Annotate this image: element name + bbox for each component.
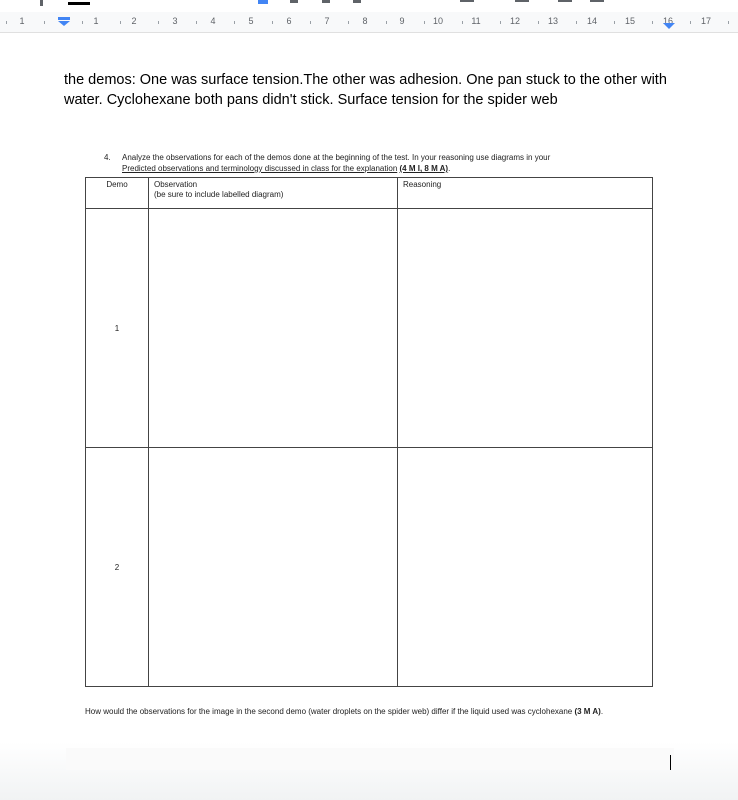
ruler-tick — [652, 21, 653, 24]
toolbar-icon[interactable] — [460, 0, 474, 2]
ruler-label: 4 — [210, 16, 216, 26]
ruler-tick — [120, 21, 121, 24]
question-number: 4. — [104, 153, 111, 162]
observation-cell[interactable] — [149, 209, 398, 448]
ruler-label: 3 — [172, 16, 178, 26]
table-row — [86, 448, 653, 687]
ruler-label: 9 — [399, 16, 405, 26]
reasoning-cell[interactable] — [398, 209, 653, 448]
ruler-label: 11 — [471, 16, 481, 26]
header-reasoning-label: Reasoning — [403, 180, 442, 189]
ruler-tick — [82, 21, 83, 24]
demo-number: 1 — [114, 323, 120, 333]
ruler-label: 12 — [509, 16, 521, 26]
ruler-label: 16 — [662, 16, 674, 26]
toolbar-icon[interactable] — [40, 0, 43, 6]
toolbar-icon[interactable] — [290, 0, 298, 3]
ruler-scale — [0, 12, 738, 32]
ruler-tick — [6, 21, 7, 24]
table-header-row — [86, 178, 653, 209]
text-cursor — [670, 755, 671, 770]
ruler-label: 8 — [362, 16, 368, 26]
toolbar-strip — [0, 0, 738, 8]
ruler-tick — [310, 21, 311, 24]
ruler-label: 14 — [586, 16, 598, 26]
ruler-label: 2 — [131, 16, 137, 26]
question-5-end: . — [600, 707, 604, 716]
header-observation-note: (be sure to include labelled diagram) — [154, 190, 284, 199]
ruler-tick — [348, 21, 349, 24]
ruler-label: 1 — [19, 16, 25, 26]
toolbar-icon[interactable] — [353, 0, 361, 3]
reasoning-cell[interactable] — [398, 448, 653, 687]
ruler-label: 6 — [286, 16, 292, 26]
header-reasoning[interactable] — [398, 178, 653, 209]
horizontal-ruler[interactable] — [0, 12, 738, 33]
ruler-tick — [690, 21, 691, 24]
question-5-marks: (3 M A) — [574, 707, 601, 716]
ruler-label: 5 — [248, 16, 254, 26]
ruler-tick — [576, 21, 577, 24]
toolbar-icon[interactable] — [558, 0, 572, 2]
document-paragraph[interactable]: the demos: One was surface tension.The other was adhesion. One pan stuck to the other with water. Cyclohexane both pans didn't stick. Surface tension for the spider web — [64, 72, 667, 108]
question-text-line-2: Predicted observations and terminology discussed in class for the explanation — [122, 164, 398, 173]
ruler-label: 1 — [93, 16, 99, 26]
ruler-tick — [538, 21, 539, 24]
left-indent-handle[interactable] — [58, 21, 70, 26]
ruler-tick — [424, 21, 425, 24]
left-indent-marker[interactable] — [58, 17, 70, 25]
question-text-line-1: Analyze the observations for each of the demos done at the beginning of the test. In your reasoning use diagrams in your — [122, 153, 551, 162]
ruler-tick — [44, 21, 45, 24]
ruler-label: 17 — [700, 16, 712, 26]
first-line-indent-handle[interactable] — [58, 17, 70, 20]
toolbar-icon[interactable] — [258, 0, 268, 4]
ruler-tick — [272, 21, 273, 24]
question-marks: (4 M I, 8 M A) — [399, 164, 449, 173]
ruler-tick — [462, 21, 463, 24]
table-row — [86, 209, 653, 448]
ruler-tick — [614, 21, 615, 24]
right-indent-marker[interactable] — [663, 23, 675, 29]
question-text — [122, 152, 662, 174]
demo-table — [85, 177, 653, 687]
ruler-label: 7 — [324, 16, 330, 26]
ruler-tick — [234, 21, 235, 24]
answer-area[interactable] — [66, 748, 674, 770]
header-demo-label: Demo — [106, 180, 128, 189]
question-5-text: How would the observations for the image in the second demo (water droplets on the spider web) differ if the liquid used was cyclohexane — [85, 707, 573, 716]
header-demo[interactable] — [86, 178, 149, 209]
toolbar-icon[interactable] — [68, 2, 90, 5]
ruler-tick — [196, 21, 197, 24]
header-observation[interactable] — [149, 178, 398, 209]
ruler-tick — [158, 21, 159, 24]
ruler-label: 10 — [432, 16, 444, 26]
observation-cell[interactable] — [149, 448, 398, 687]
toolbar-icon[interactable] — [322, 0, 330, 3]
demo-cell[interactable] — [86, 209, 149, 448]
ruler-tick — [728, 21, 729, 24]
question-5 — [85, 706, 645, 717]
ruler-tick — [500, 21, 501, 24]
ruler-label: 15 — [624, 16, 636, 26]
toolbar-icon[interactable] — [515, 0, 529, 2]
demo-number: 2 — [114, 562, 120, 572]
toolbar-icon[interactable] — [590, 0, 604, 2]
ruler-label: 13 — [547, 16, 559, 26]
header-observation-label: Observation — [154, 180, 198, 189]
question-end: . — [448, 164, 451, 173]
ruler-tick — [386, 21, 387, 24]
demo-cell[interactable] — [86, 448, 149, 687]
